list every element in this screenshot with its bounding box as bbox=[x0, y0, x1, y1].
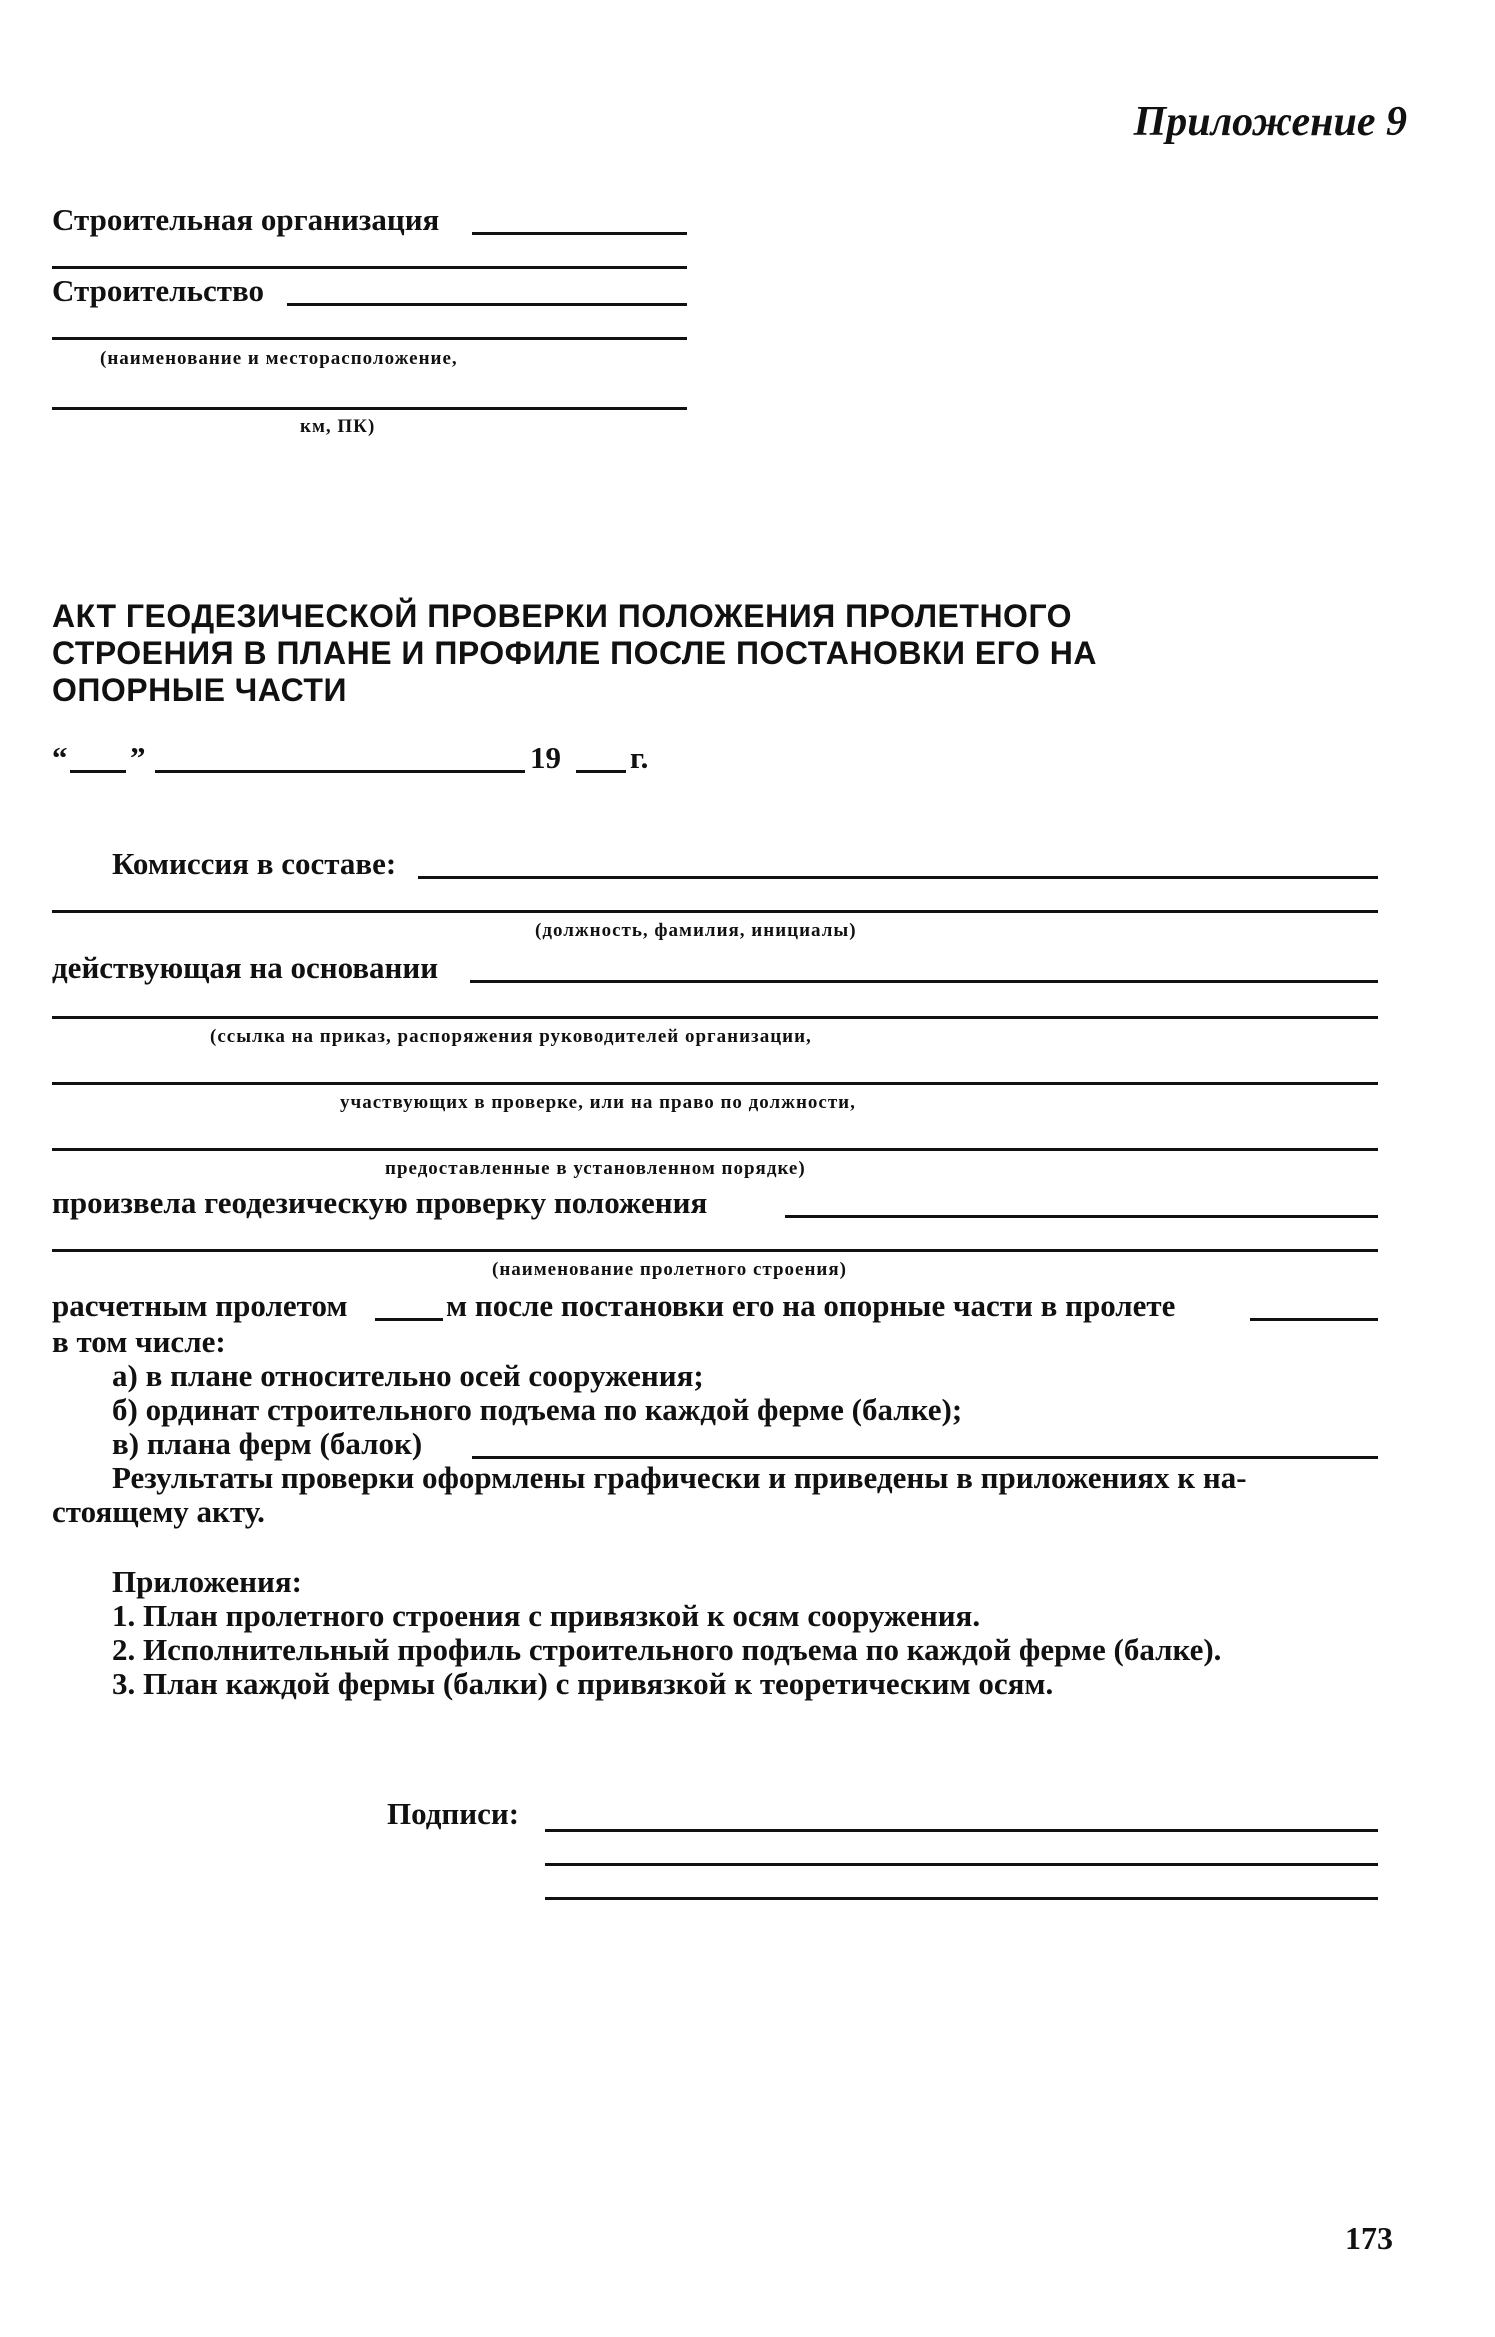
including-label: в том числе: bbox=[52, 1324, 226, 1359]
performed-label: произвела геодезическую проверку положения bbox=[52, 1185, 708, 1220]
date-century: 19 bbox=[530, 740, 561, 775]
signature-line-3[interactable] bbox=[545, 1897, 1378, 1900]
acting-label: действующая на основании bbox=[52, 950, 439, 985]
org-label: Строительная организация bbox=[52, 202, 440, 237]
caption-order: (ссылка на приказ, распоряжения руководителей организации, bbox=[210, 1026, 812, 1047]
page-number: 173 bbox=[1345, 2220, 1393, 2256]
commission-label: Комиссия в составе: bbox=[112, 846, 397, 881]
signature-line-2[interactable] bbox=[545, 1863, 1378, 1866]
attachment-item-2: 2. Исполнительный профиль строительного подъема по каждой ферме (балке). bbox=[112, 1632, 1222, 1667]
item-c-field[interactable] bbox=[472, 1456, 1378, 1459]
signature-line-1[interactable] bbox=[545, 1829, 1378, 1832]
item-a: а) в плане относительно осей сооружения; bbox=[112, 1358, 704, 1393]
attachment-item-3: 3. План каждой фермы (балки) с привязкой к теоретическим осям. bbox=[112, 1666, 1054, 1701]
acting-field-line3[interactable] bbox=[52, 1082, 1378, 1085]
date-day-field[interactable] bbox=[70, 770, 126, 773]
caption-position-name: (должность, фамилия, инициалы) bbox=[535, 920, 857, 941]
construction-field[interactable] bbox=[287, 303, 687, 306]
results-line-1: Результаты проверки оформлены графически и приведены в приложениях к на- bbox=[112, 1460, 1247, 1495]
acting-field-line2[interactable] bbox=[52, 1016, 1378, 1019]
date-year-field[interactable] bbox=[576, 770, 626, 773]
date-close-quote: ” bbox=[130, 740, 146, 775]
document-title: АКТ ГЕОДЕЗИЧЕСКОЙ ПРОВЕРКИ ПОЛОЖЕНИЯ ПРОЛЕТНОГО СТРОЕНИЯ В ПЛАНЕ И ПРОФИЛЕ ПОСЛЕ ПОСТАНОВКИ ЕГО НА ОПОРНЫЕ ЧАСТИ bbox=[52, 598, 1097, 708]
construction-label: Строительство bbox=[52, 273, 264, 308]
construction-field-line3[interactable] bbox=[52, 407, 687, 410]
item-c: в) плана ферм (балок) bbox=[112, 1426, 423, 1461]
signatures-label: Подписи: bbox=[387, 1796, 520, 1831]
caption-participants: участвующих в проверке, или на право по должности, bbox=[340, 1092, 856, 1113]
date-open-quote: “ bbox=[52, 740, 68, 775]
acting-field-line4[interactable] bbox=[52, 1148, 1378, 1151]
span-label: расчетным пролетом bbox=[52, 1288, 348, 1323]
span-mid-text: м после постановки его на опорные части в пролете bbox=[446, 1288, 1176, 1323]
attachment-item-1: 1. План пролетного строения с привязкой к осям сооружения. bbox=[112, 1598, 981, 1633]
caption-span-name: (наименование пролетного строения) bbox=[492, 1259, 847, 1280]
item-b: б) ординат строительного подъема по каждой ферме (балке); bbox=[112, 1392, 963, 1427]
date-month-field[interactable] bbox=[155, 770, 525, 773]
commission-field-line2[interactable] bbox=[52, 910, 1378, 913]
span-location-field[interactable] bbox=[1250, 1318, 1378, 1321]
org-field-line2[interactable] bbox=[52, 266, 687, 269]
performed-field[interactable] bbox=[785, 1215, 1378, 1218]
construction-field-line2[interactable] bbox=[52, 337, 687, 340]
appendix-label: Приложение 9 bbox=[1133, 99, 1407, 145]
span-length-field[interactable] bbox=[375, 1318, 443, 1321]
caption-km-pk: км, ПК) bbox=[300, 416, 376, 437]
acting-field[interactable] bbox=[470, 980, 1378, 983]
results-line-2: стоящему акту. bbox=[52, 1494, 265, 1529]
caption-granted: предоставленные в установленном порядке) bbox=[385, 1158, 806, 1179]
attachments-heading: Приложения: bbox=[112, 1564, 302, 1599]
caption-name-location: (наименование и месторасположение, bbox=[100, 348, 458, 369]
commission-field[interactable] bbox=[418, 876, 1378, 879]
org-field[interactable] bbox=[472, 232, 687, 235]
performed-field-line2[interactable] bbox=[52, 1249, 1378, 1252]
date-year-suffix: г. bbox=[630, 740, 649, 775]
